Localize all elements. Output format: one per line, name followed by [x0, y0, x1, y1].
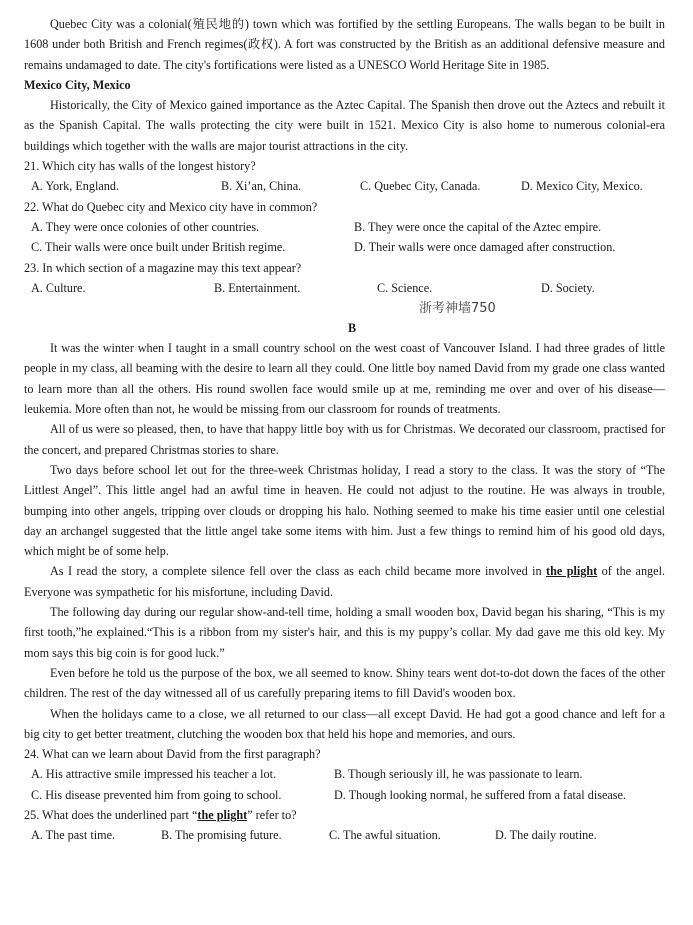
option-c: C. Their walls were once built under British regime. [31, 240, 286, 255]
story-paragraph-6: Even before he told us the purpose of the box, we all seemed to know. Shiny tears went dot-to-dot down the faces of the other children. The rest of the day witnessed all of us carefully preparing items to fill David's wooden box. [24, 665, 665, 701]
plight-text-before: As I read the story, a complete silence fell over the class as each child became more involved in [50, 564, 547, 579]
question-23 [24, 258, 665, 299]
question-21 [24, 156, 665, 197]
option-c: C. The awful situation. [329, 828, 441, 843]
question-stem: 24. What can we learn about David from the first paragraph? [24, 747, 321, 762]
option-b: B. Xi’an, China. [221, 179, 302, 194]
option-c: C. Science. [377, 280, 433, 295]
story-paragraph-3: Two days before school let out for the three-week Christmas holiday, I read a story to the class. It was the story of “The Littlest Angel”. This little angel had an awful time in heaven. He could not adjust to the routine. He was always in trouble, bumping into other angels, tripping over clouds or dropping his halo. Nothing seemed to make his time easier until one celestial day an archangel suggested that the little angel take some items with him. Just a few things to remind him of his good old days, which might be of some help. [24, 462, 665, 559]
stem-before: 25. What does the underlined part “ [24, 807, 198, 822]
option-c: C. His disease prevented him from going to school. [31, 787, 282, 802]
stem-after: ” refer to? [247, 807, 297, 822]
watermark-text: 浙考神墙750 [419, 301, 496, 317]
underlined-phrase: the plight [546, 564, 598, 579]
question-25 [24, 805, 665, 846]
option-a: A. Culture. [31, 280, 86, 295]
story-paragraph-1: It was the winter when I taught in a small country school on the west coast of Vancouver Island. I had three grades of little people in my class, all beaming with the desire to learn all they could. One little boy named David from my grade one class wanted to learn more than all the others. His round swollen face would smile up at me, reminding me over and over of his disease—leukemia. More often than not, he would be missing from our classroom for rounds of treatments. [24, 341, 665, 417]
option-d: D. Though looking normal, he suffered from a fatal disease. [334, 787, 626, 802]
mexico-paragraph: Historically, the City of Mexico gained importance as the Aztec Capital. The Spanish then drove out the Aztecs and rebuilt it as the Spanish Capital. The walls protecting the city were built in 1521. Mexico City is also home to numerous colonial-era buildings which together with the walls are major tourist attractions in the city. [24, 98, 665, 153]
story-paragraph-7: When the holidays came to a close, we all returned to our class—all except David. He had got a good chance and left for a big city to get better treatment, clutching the wooden box that held his hope and memories, and ours. [24, 706, 665, 741]
story-paragraph-5: The following day during our regular show-and-tell time, holding a small wooden box, David began his sharing, “This is my first tooth,”he explained.“This is a ribbon from my sister's hair, and this is my puppy’s collar. My dad gave me this old key. My mom says this big coin is for good luck.” [24, 605, 665, 660]
option-d: D. Their walls were once damaged after construction. [354, 240, 616, 255]
section-letter: B [348, 321, 357, 336]
question-stem [24, 805, 665, 825]
option-d: D. Society. [541, 280, 595, 295]
mexico-heading: Mexico City, Mexico [24, 77, 131, 92]
section-b-header [24, 298, 665, 338]
quebec-paragraph: Quebec City was a colonial(殖民地的) town which was fortified by the settling Europeans. The walls began to be built in 1608 under both British and French regimes(政权). A fort was constructed by the British as an additional defensive measure and remains undamaged to date. The city's fortifications were listed as a UNESCO World Heritage Site in 1985. [24, 17, 665, 72]
option-b: B. The promising future. [161, 828, 282, 843]
option-d: D. Mexico City, Mexico. [521, 179, 643, 194]
story-paragraph-2: All of us were so pleased, then, to have that happy little boy with us for Christmas. We decorated our classroom, practised for the concert, and prepared Christmas stories to share. [24, 422, 665, 457]
question-22 [24, 197, 665, 258]
question-stem: 21. Which city has walls of the longest history? [24, 159, 256, 174]
option-b: B. Entertainment. [214, 280, 301, 295]
question-stem: 22. What do Quebec city and Mexico city have in common? [24, 199, 318, 214]
option-b: B. Though seriously ill, he was passionate to learn. [334, 767, 583, 782]
underlined-phrase: the plight [197, 807, 248, 822]
option-c: C. Quebec City, Canada. [360, 179, 481, 194]
option-a: A. The past time. [31, 828, 116, 843]
option-a: A. His attractive smile impressed his teacher a lot. [31, 767, 277, 782]
option-a: A. York, England. [31, 179, 120, 194]
option-a: A. They were once colonies of other countries. [31, 219, 260, 234]
option-d: D. The daily routine. [495, 828, 597, 843]
option-b: B. They were once the capital of the Aztec empire. [354, 219, 602, 234]
question-stem: 23. In which section of a magazine may this text appear? [24, 260, 302, 275]
story-paragraph-4 [24, 561, 665, 602]
question-24 [24, 744, 665, 805]
plight-text-after: of the angel. Everyone was sympathetic for his misfortune, including David. [24, 564, 665, 599]
